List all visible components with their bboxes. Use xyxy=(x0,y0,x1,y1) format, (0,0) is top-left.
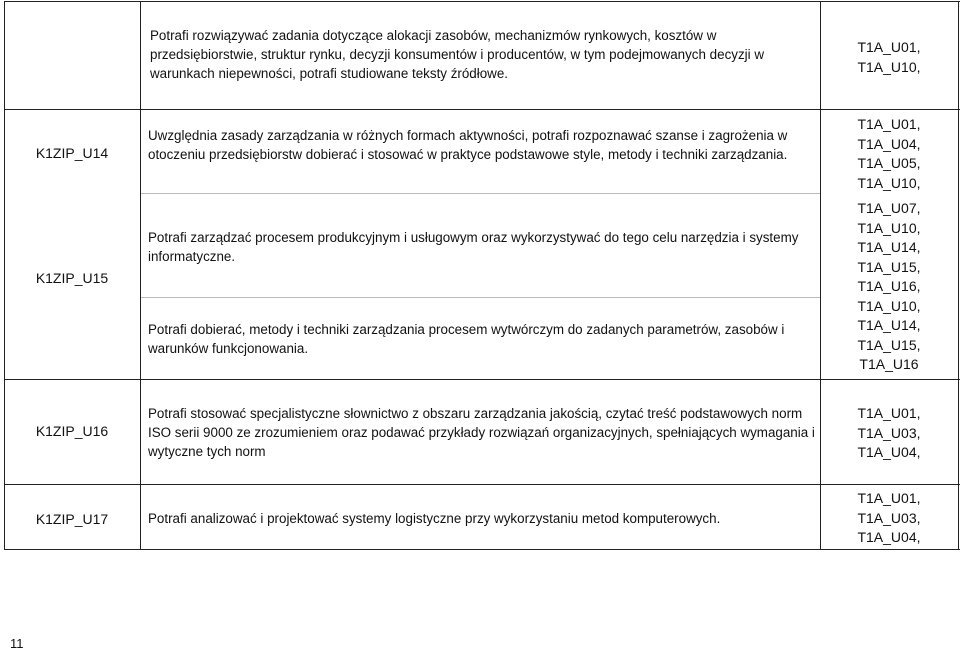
row-1-code: K1ZIP_U14 xyxy=(35,145,109,161)
row-2-description-2: Potrafi dobierać, metody i techniki zarządzania procesem wytwórczym do zadanych parametrów, zasobów i warunków funkcjonowania. xyxy=(148,322,785,356)
row-1-description: Uwzględnia zasady zarządzania w różnych formach aktywności, potrafi rozpoznawać szanse i zagrożenia w otoczeniu przedsiębiorstw dobierać i stosować w praktyce podstawowe style, metody i techniki zarządzania. xyxy=(148,128,788,162)
row-2-code: K1ZIP_U15 xyxy=(35,270,109,286)
row-0-refs: T1A_U01, T1A_U10, xyxy=(857,39,921,75)
row-2-description-1: Potrafi zarządzać procesem produkcyjnym i usługowym oraz wykorzystywać do tego celu narzędzia i systemy informatyczne. xyxy=(148,230,799,264)
row-3-refs: T1A_U01, T1A_U03, T1A_U04, xyxy=(857,405,921,460)
row-4-refs: T1A_U01, T1A_U03, T1A_U04, xyxy=(857,490,921,545)
row-0-description: Potrafi rozwiązywać zadania dotyczące alokacji zasobów, mechanizmów rynkowych, kosztów w przedsiębiorstwie, struktur rynku, decyzji konsumentów i producentów, w tym podejmowanych decyzji w warunkach niepewności, potrafi studiowane teksty źródłowe. xyxy=(150,28,764,81)
row-3-description: Potrafi stosować specjalistyczne słownictwo z obszaru zarządzania jakością, czytać treść podstawowych norm ISO serii 9000 ze zrozumieniem oraz podawać przykłady rozwiązań organizacyjnych, spełniających wymagania i wytyczne tych norm xyxy=(148,406,815,459)
page-number: 11 xyxy=(10,636,24,651)
row-4-code: K1ZIP_U17 xyxy=(35,511,109,527)
row-4-description: Potrafi analizować i projektować systemy logistyczne przy wykorzystaniu metod komputerowych. xyxy=(148,511,721,526)
row-1-refs: T1A_U01, T1A_U04, T1A_U05, T1A_U10, xyxy=(857,116,921,191)
row-3-code: K1ZIP_U16 xyxy=(35,423,109,439)
row-2-refs: T1A_U07, T1A_U10, T1A_U14, T1A_U15, T1A_U16, T1A_U10, T1A_U14, T1A_U15, T1A_U16 xyxy=(857,200,921,372)
